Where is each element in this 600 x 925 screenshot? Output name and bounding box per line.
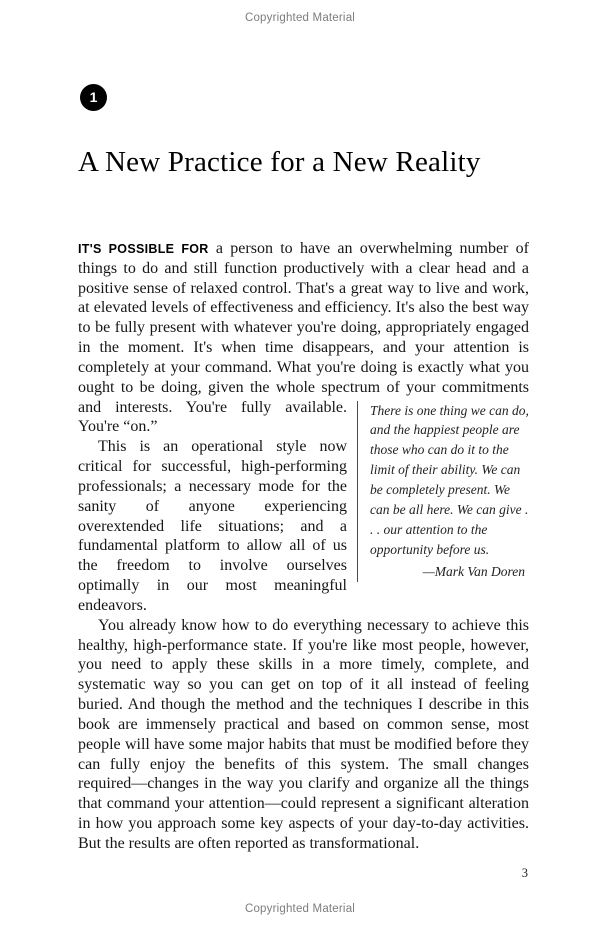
chapter-title: A New Practice for a New Reality	[78, 146, 481, 178]
copyright-notice-bottom: Copyrighted Material	[244, 903, 356, 915]
paragraph-3: You already know how to do everything necessary to achieve this healthy, high-performance state. If you're like most people, however, you need to apply these skills in a more timely, complete, and systematic way so you can get on top of it all instead of feeling buried. And though the method and the techniques I describe in this book are immensely practical and based on common sense, most people will have some major habits that must be modified before they can fully enjoy the benefits of this system. The small changes required—changes in the way you clarify and organize all the things that command your attention—could represent a significant alteration in how you approach some key aspects of your day-to-day activities. But the results are often reported as transformational.	[78, 616, 529, 852]
chapter-number-badge: 1	[80, 84, 107, 111]
pull-quote-attribution: —Mark Van Doren	[422, 564, 525, 580]
page-number: 3	[521, 866, 528, 880]
pull-quote-text: There is one thing we can do, and the happiest people are those who can do it to the limit of their ability. We can be completely present. We can be all here. We can give . . . our attention to the opportunity before us.	[370, 402, 529, 557]
copyright-notice-top: Copyrighted Material	[244, 12, 356, 24]
pull-quote	[357, 401, 529, 583]
paragraph-1-before-quote: a person to have an overwhelming number of things to do and still function productively with a clear head and a positive sense of relaxed control. That's a great way to live and work, at elevated levels of effectiveness and efficiency. It's also the best way to be fully present with whatever you're doing, appropriately engaged in the moment. It's when time disappears, and your attention is completely at your command. What you're doing is exactly what you ought to be doing, given the whole spectrum of	[78, 240, 529, 396]
lead-in-phrase: IT'S POSSIBLE FOR	[78, 242, 209, 256]
paragraph-1-after-quote: your commitments and interests. You're fully available. You're “on.”	[78, 378, 529, 436]
body-text	[78, 239, 529, 854]
paragraph-2: This is an operational style now critical for successful, high-performing professionals; a necessary mode for the sanity of anyone experiencing overextended life situations; and a fundamental platform to allow all of us the freedom to involve ourselves optimally in our most meaningful endeavors.	[78, 438, 347, 614]
